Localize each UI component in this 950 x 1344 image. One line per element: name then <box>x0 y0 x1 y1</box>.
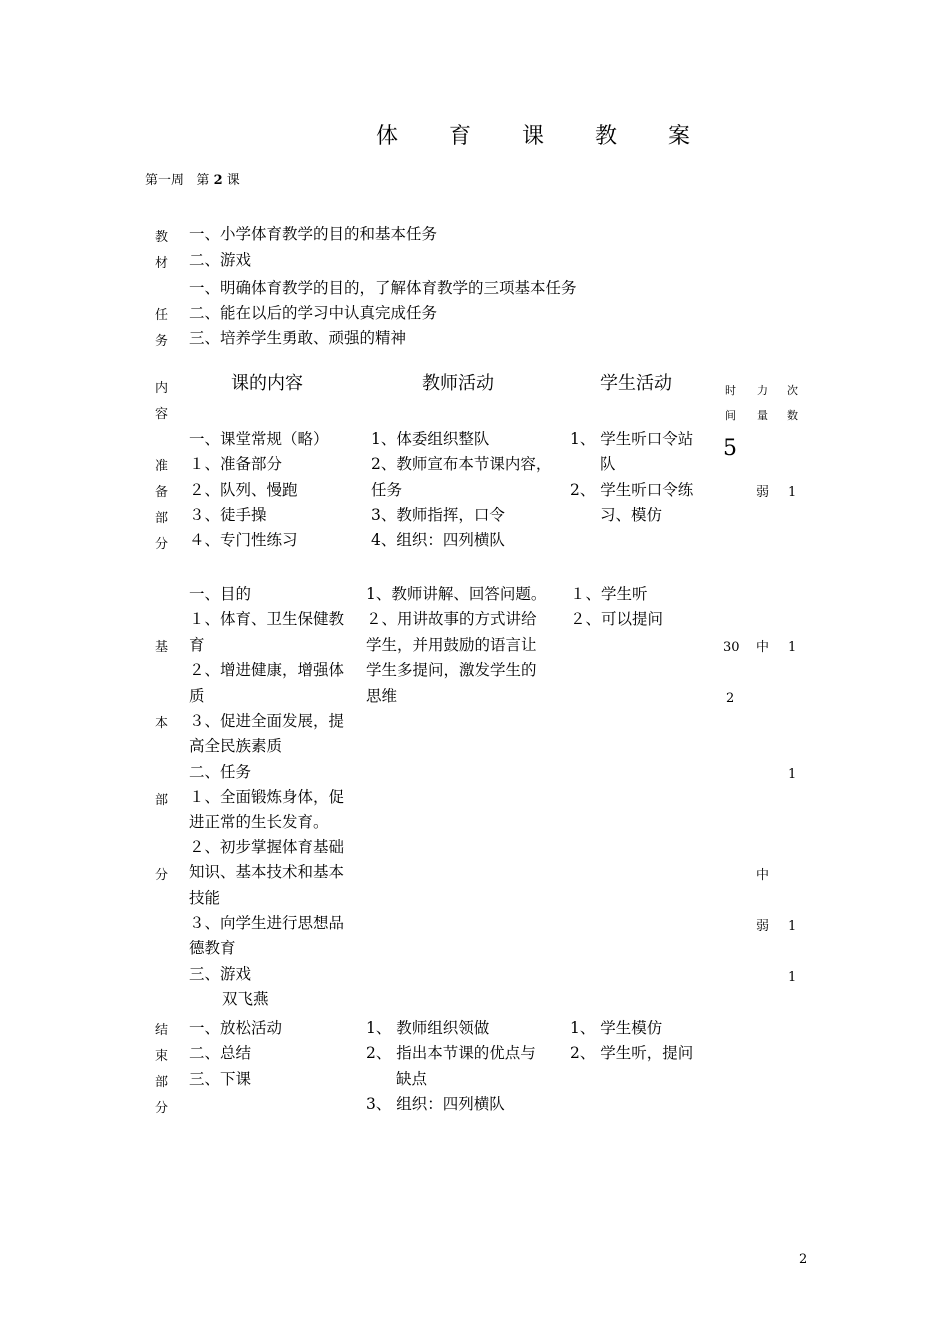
task-line-3: 三、培养学生勇敢、顽强的精神 <box>189 329 407 347</box>
header-strength-2: 量 <box>757 409 768 422</box>
end-teacher-3: 缺点 <box>396 1070 428 1088</box>
lesson-suffix: 课 <box>226 173 240 188</box>
end-content-1: 一、放松活动 <box>189 1019 283 1037</box>
prep-time: 5 <box>723 436 737 461</box>
basic-strength-3: 弱 <box>756 919 770 934</box>
basic-side-2: 本 <box>155 716 169 731</box>
task-line-1: 一、明确体育教学的目的，了解体育教学的三项基本任务 <box>189 279 577 297</box>
page-title: 体 育 课 教 案 <box>376 124 712 149</box>
prep-teacher-2: 2、教师宣布本节课内容， <box>371 455 552 473</box>
end-side-1: 结 <box>155 1023 169 1038</box>
header-time-1: 时 <box>725 384 736 397</box>
prep-teacher-4: 3、教师指挥，口令 <box>371 506 505 524</box>
basic-side-4: 分 <box>155 868 169 883</box>
basic-count-2: 1 <box>788 767 797 782</box>
week-label: 第一周 <box>145 173 185 188</box>
basic-content-8: 二、任务 <box>189 763 252 781</box>
prep-content-5: ４、专门性练习 <box>189 531 298 549</box>
basic-content-4: ２、增进健康，增强体 <box>189 661 345 679</box>
header-time-2: 间 <box>725 409 736 422</box>
header-teacher-activity: 教师活动 <box>422 373 494 394</box>
basic-content-10: 进正常的生长发育。 <box>189 813 329 831</box>
basic-content-11: ２、初步掌握体育基础 <box>189 838 345 856</box>
end-content-2: 二、总结 <box>189 1044 252 1062</box>
prep-student-1: 1、 学生听口令站 <box>570 430 694 448</box>
end-content-3: 三、下课 <box>189 1070 252 1088</box>
header-count-2: 数 <box>787 409 798 422</box>
prep-strength: 弱 <box>756 485 770 500</box>
prep-content-2: １、准备部分 <box>189 455 283 473</box>
prep-student-3: 2、 学生听口令练 <box>570 481 694 499</box>
task-side-1: 任 <box>155 308 169 323</box>
end-side-2: 束 <box>155 1049 169 1064</box>
basic-content-12: 知识、基本技术和基本 <box>189 863 345 881</box>
prep-content-1: 一、课堂常规（略） <box>189 430 329 448</box>
basic-teacher-1: 1、教师讲解、回答问题。 <box>366 585 547 603</box>
basic-content-7: 高全民族素质 <box>189 737 283 755</box>
basic-content-1: 一、目的 <box>189 585 252 603</box>
header-count-1: 次 <box>787 384 798 397</box>
lesson-meta <box>145 174 240 187</box>
prep-count: 1 <box>788 485 797 500</box>
basic-count-3: 1 <box>788 919 797 934</box>
basic-teacher-2: ２、用讲故事的方式讲给 <box>366 610 537 628</box>
end-teacher-4: 3、 组织：四列横队 <box>366 1095 505 1113</box>
task-line-2: 二、能在以后的学习中认真完成任务 <box>189 304 438 322</box>
header-strength-1: 力 <box>757 384 768 397</box>
prep-side-2: 备 <box>155 485 169 500</box>
basic-time-1: 30 <box>723 640 740 655</box>
lesson-prefix: 第 <box>196 173 210 188</box>
basic-count-1: 1 <box>788 640 797 655</box>
basic-strength-1: 中 <box>756 640 770 655</box>
end-side-3: 部 <box>155 1075 169 1090</box>
basic-content-13: 技能 <box>189 889 221 907</box>
basic-content-6: ３、促进全面发展，提 <box>189 712 345 730</box>
header-content-side-2: 容 <box>155 407 169 422</box>
end-student-2: 2、 学生听，提问 <box>570 1044 694 1062</box>
prep-side-4: 分 <box>155 537 169 552</box>
header-content-side-1: 内 <box>155 381 169 396</box>
header-student-activity: 学生活动 <box>600 373 672 394</box>
prep-teacher-3: 任务 <box>371 481 403 499</box>
basic-content-16: 三、游戏 <box>189 965 252 983</box>
basic-side-3: 部 <box>155 793 169 808</box>
prep-student-2: 队 <box>600 455 616 473</box>
prep-teacher-1: 1、体委组织整队 <box>371 430 490 448</box>
basic-student-2: ２、可以提问 <box>570 610 664 628</box>
task-side-2: 务 <box>155 334 169 349</box>
basic-content-15: 德教育 <box>189 939 236 957</box>
basic-teacher-3: 学生，并用鼓励的语言让 <box>366 636 537 654</box>
basic-strength-2: 中 <box>756 868 770 883</box>
basic-student-1: １、学生听 <box>570 585 648 603</box>
basic-teacher-5: 思维 <box>366 687 398 705</box>
page-number: 2 <box>799 1252 808 1267</box>
end-side-4: 分 <box>155 1101 169 1116</box>
prep-student-4: 习、模仿 <box>600 506 663 524</box>
material-side-1: 教 <box>155 230 169 245</box>
prep-side-3: 部 <box>155 511 169 526</box>
basic-content-3: 育 <box>189 636 205 654</box>
basic-side-1: 基 <box>155 640 169 655</box>
basic-content-9: １、全面锻炼身体，促 <box>189 788 345 806</box>
basic-content-17: 双飞燕 <box>222 990 269 1008</box>
prep-teacher-5: 4、组织：四列横队 <box>371 531 505 549</box>
basic-time-2: 2 <box>726 691 735 706</box>
basic-content-14: ３、向学生进行思想品 <box>189 914 345 932</box>
end-teacher-1: 1、 教师组织领做 <box>366 1019 490 1037</box>
basic-content-2: １、体育、卫生保健教 <box>189 610 345 628</box>
basic-count-4: 1 <box>788 970 797 985</box>
prep-side-1: 准 <box>155 459 169 474</box>
end-student-1: 1、 学生模仿 <box>570 1019 663 1037</box>
end-teacher-2: 2、 指出本节课的优点与 <box>366 1044 536 1062</box>
basic-content-5: 质 <box>189 687 205 705</box>
prep-content-3: ２、队列、慢跑 <box>189 481 298 499</box>
material-side-2: 材 <box>155 256 169 271</box>
header-course-content: 课的内容 <box>231 373 303 394</box>
prep-content-4: ３、徒手操 <box>189 506 267 524</box>
material-line-1: 一、小学体育教学的目的和基本任务 <box>189 225 438 243</box>
lesson-number: 2 <box>213 173 223 188</box>
material-line-2: 二、游戏 <box>189 251 252 269</box>
basic-teacher-4: 学生多提问，激发学生的 <box>366 661 537 679</box>
